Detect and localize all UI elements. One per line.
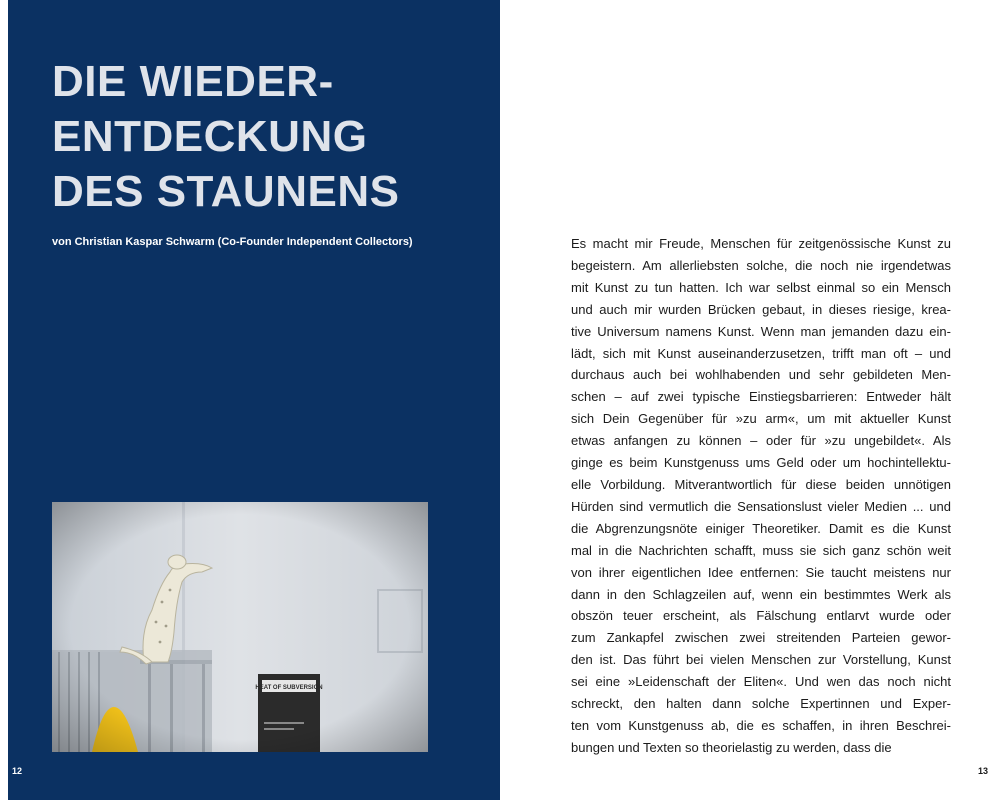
body-text-line: mit Kunst zu tun hatten. Ich war selbst einmal so ein Mensch	[571, 279, 951, 295]
title-line: ENTDECKUNG	[52, 112, 368, 161]
body-text-line: sich Dein Gegenüber für »zu arm«, um mit aktueller Kunst	[571, 411, 951, 427]
page-number-right: 13	[978, 766, 989, 776]
body-text-line: etwas anfangen zu können – oder für »zu ungebildet«. Als	[571, 433, 951, 449]
body-text-line: dann in den Schlagzeilen auf, wenn ein bestimmtes Werk als	[571, 586, 951, 602]
page-number-left: 12	[12, 766, 23, 776]
body-text-line: durchaus auch bei wohlhabenden und sehr gebildeten Men-	[571, 367, 951, 383]
article-body	[571, 233, 951, 759]
body-text-line: schreckt, den halten dann solche Expertinnen und Exper-	[571, 696, 951, 712]
page-gutter-left	[0, 0, 8, 800]
title-line: DES STAUNENS	[52, 167, 400, 216]
exhibition-photo	[52, 502, 428, 752]
body-text-line: schen – auf zwei typische Einstiegsbarrieren: Entweder hält	[571, 389, 951, 405]
right-page	[500, 0, 1000, 800]
photo-illustration	[52, 502, 428, 752]
body-text-line: die Abgrenzungsnöte einiger Theoretiker. Damit es die Kunst	[571, 520, 951, 536]
body-text-line: den ist. Das führt bei vielen Menschen zur Vorstellung, Kunst	[571, 652, 951, 668]
body-text-line: elle Vorbildung. Mitverantwortlich für diese beiden unnötigen	[571, 476, 951, 492]
body-text-line: bungen und Texten so theorielastig zu werden, dass die	[571, 739, 892, 755]
body-text-line: mal in die Nachrichten schafft, muss sie sich ganz schön weit	[571, 542, 951, 558]
title-line: DIE WIEDER-	[52, 57, 334, 106]
body-text-line: sei eine »Leidenschaft der Eliten«. Und wen das noch nicht	[571, 674, 951, 690]
author-byline: von Christian Kaspar Schwarm (Co-Founder Independent Collectors)	[52, 236, 413, 248]
body-text-line: obszön teuer erscheint, als Fälschung entlarvt wurde oder	[571, 608, 951, 624]
left-page	[8, 0, 500, 800]
body-text-line: von ihrer eigentlichen Idee entfernen: Sie taucht meistens nur	[571, 564, 951, 580]
body-text-line: Es macht mir Freude, Menschen für zeitgenössische Kunst zu	[571, 236, 951, 251]
body-text-line: tive Universum namens Kunst. Wenn man jemanden dazu ein-	[571, 323, 951, 339]
body-text-line: zum Zankapfel zwischen zwei streitenden Parteien gewor-	[571, 630, 951, 646]
body-text-line: begeistern. Am allerliebsten solche, die noch nie irgendetwas	[571, 257, 951, 273]
body-text-line: ten vom Kunstgenuss ab, die es schaffen, in ihren Beschrei-	[571, 717, 951, 733]
article-title	[52, 54, 472, 219]
body-text-line: und auch mir wurden Brücken gebaut, in dieses riesige, krea-	[571, 301, 951, 317]
body-text-line: lädt, sich mit Kunst auseinanderzusetzen, trifft man oft – und	[571, 345, 951, 361]
body-text-line: Hürden sind vermutlich die Sensationslust vieler Medien ... und	[571, 498, 951, 514]
body-text-line: ginge es beim Kunstgenuss ums Geld oder um hochintellektu-	[571, 455, 951, 471]
